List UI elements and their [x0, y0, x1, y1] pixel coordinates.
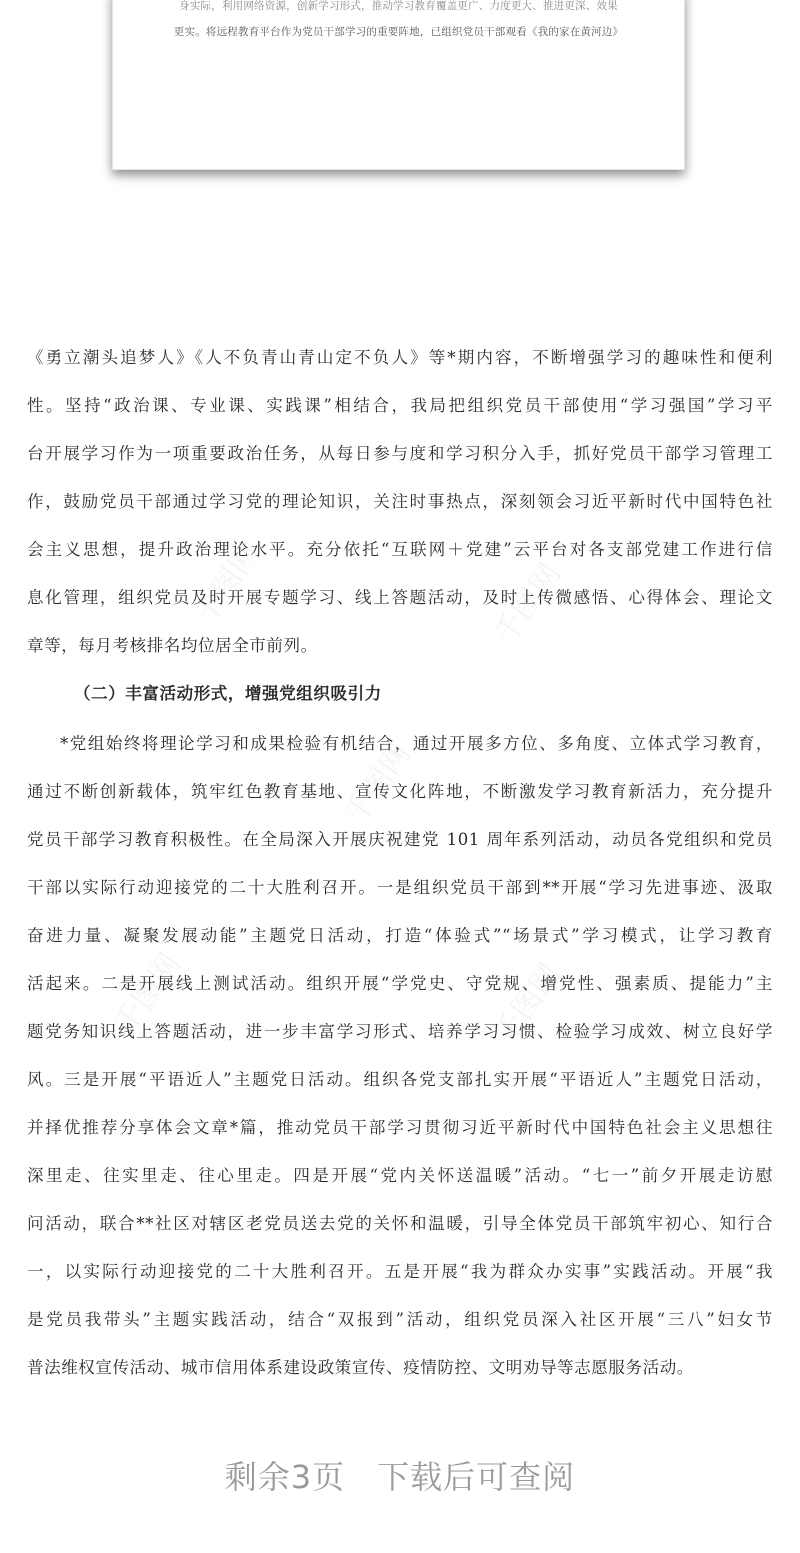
paragraph-line: 深里走、往实里走、往心里走。四是开展“党内关怀送温暖”活动。“七一”前夕开展走访慰 [27, 1166, 773, 1185]
paragraph-line: 会主义思想，提升政治理论水平。充分依托“互联网＋党建”云平台对各支部党建工作进行信 [27, 540, 773, 559]
paragraph-line: 党员干部学习教育积极性。在全局深入开展庆祝建党 101 周年系列活动，动员各党组织和党员 [27, 830, 773, 849]
paragraph-line: 台开展学习作为一项重要政治任务，从每日参与度和学习积分入手，抓好党员干部学习管理工 [27, 444, 773, 463]
preview-text-line: 身实际，利用网络资源，创新学习形式，推动学习教育覆盖更广、力度更大、推进更深、效果 [179, 0, 618, 12]
paragraph-line: 干部以实际行动迎接党的二十大胜利召开。一是组织党员干部到**开展“学习先进事迹、汲取 [27, 878, 773, 897]
watermark: 千图网 [107, 947, 189, 1041]
paragraph-line: 性。坚持“政治课、专业课、实践课”相结合，我局把组织党员干部使用“学习强国”学习平 [27, 396, 773, 415]
paragraph-line: 作，鼓励党员干部通过学习党的理论知识，关注时事热点，深刻领会习近平新时代中国特色社 [27, 492, 773, 511]
remaining-pages-banner[interactable] [0, 1452, 800, 1498]
paragraph-line: 息化管理，组织党员及时开展专题学习、线上答题活动，及时上传微感悟、心得体会、理论文 [27, 588, 773, 607]
paragraph-line: 奋进力量、凝聚发展动能”主题党日活动，打造“体验式”“场景式”学习模式，让学习教育 [27, 926, 773, 945]
paragraph-line: 活起来。二是开展线上测试活动。组织开展“学党史、守党规、增党性、强素质、提能力”主 [27, 974, 773, 993]
paragraph-line: 章等，每月考核排名均位居全市前列。 [27, 636, 318, 655]
paragraph-line: 风。三是开展“平语近人”主题党日活动。组织各党支部扎实开展“平语近人”主题党日活动， [27, 1070, 773, 1089]
paragraph-line: 是党员我带头”主题实践活动，结合“双报到”活动，组织党员深入社区开展“三八”妇女节 [27, 1310, 773, 1329]
paragraph-line: 通过不断创新载体，筑牢红色教育基地、宣传文化阵地，不断激发学习教育新活力，充分提升 [27, 782, 773, 801]
paragraph-line: 并择优推荐分享体会文章*篇，推动党员干部学习贯彻习近平新时代中国特色社会主义思想往 [27, 1118, 773, 1137]
paragraph-line: 问活动，联合**社区对辖区老党员送去党的关怀和温暖，引导全体党员干部筑牢初心、知行合 [27, 1214, 773, 1233]
watermark: 千图网 [487, 557, 569, 651]
download-to-view-label[interactable]: 下载后可查阅 [377, 1458, 576, 1496]
paragraph-line: 一，以实际行动迎接党的二十大胜利召开。五是开展“我为群众办实事”实践活动。开展“我 [27, 1262, 773, 1281]
section-heading: （二）丰富活动形式，增强党组织吸引力 [74, 684, 382, 703]
watermark: 千图网 [337, 737, 419, 831]
paragraph-line: *党组始终将理论学习和成果检验有机结合，通过开展多方位、多角度、立体式学习教育， [60, 734, 773, 753]
preview-text-line: 更实。将远程教育平台作为党员干部学习的重要阵地，已组织党员干部观看《我的家在黄河边》 [173, 26, 624, 38]
paragraph-line: 普法维权宣传活动、城市信用体系建设政策宣传、疫情防控、文明劝导等志愿服务活动。 [27, 1358, 694, 1377]
document-preview-card [112, 0, 685, 170]
remaining-pages-label[interactable]: 剩余3页 [224, 1458, 346, 1496]
watermark: 千图网 [487, 957, 569, 1051]
paragraph-line: 《勇立潮头追梦人》《人不负青山青山定不负人》等*期内容，不断增强学习的趣味性和便利 [27, 348, 773, 367]
watermark: 千图网 [187, 537, 269, 631]
paragraph-line: 题党务知识线上答题活动，进一步丰富学习形式、培养学习习惯、检验学习成效、树立良好学 [27, 1022, 773, 1041]
